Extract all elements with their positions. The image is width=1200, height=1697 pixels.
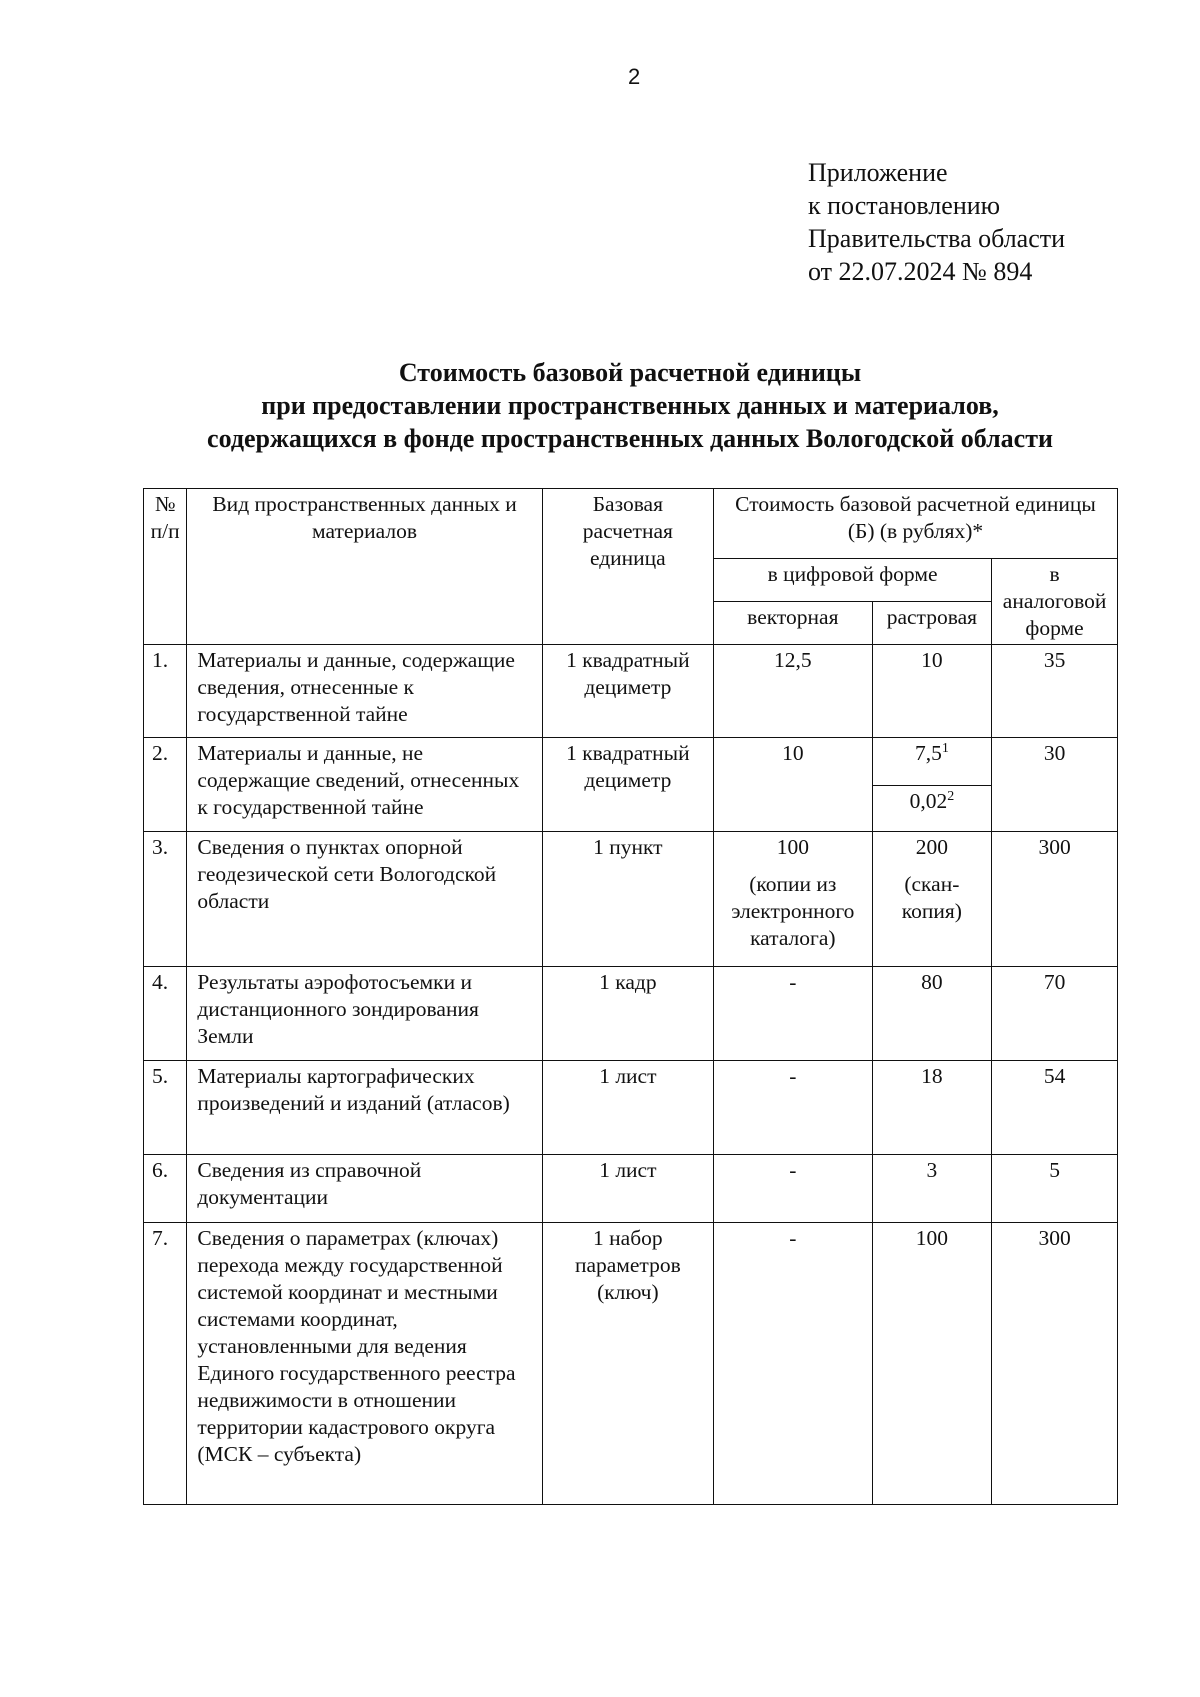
row-raster-secondary [872, 786, 992, 832]
row-num: 5. [144, 1061, 187, 1155]
table-row [144, 645, 1118, 738]
row-vector: 10 [714, 738, 873, 832]
row-analog: 5 [992, 1155, 1118, 1223]
row-raster: 3 [872, 1155, 992, 1223]
row-vector: - [714, 967, 873, 1061]
header-cost: Стоимость базовой расчетной единицы (Б) (в рублях)* [714, 489, 1118, 559]
header-raster: растровая [872, 602, 992, 645]
document-title [140, 356, 1120, 455]
row-unit: 1 лист [542, 1155, 713, 1223]
appendix-line: Правительства области [808, 224, 1066, 253]
title-line: Стоимость базовой расчетной единицы [398, 358, 862, 387]
row-raster-primary [872, 738, 992, 786]
row-vector: - [714, 1061, 873, 1155]
row-kind: Материалы и данные, содержащие сведения, отнесенные к государственной тайне [187, 645, 542, 738]
row-analog: 54 [992, 1061, 1118, 1155]
row-num: 4. [144, 967, 187, 1061]
header-unit: Базовая расчетная единица [542, 489, 713, 645]
row-vector: - [714, 1223, 873, 1505]
row-kind: Сведения из справочной документации [187, 1155, 542, 1223]
table-row [144, 832, 1118, 967]
table-row [144, 1061, 1118, 1155]
table-row [144, 1223, 1118, 1505]
row-raster: 80 [872, 967, 992, 1061]
row-kind: Сведения о пунктах опорной геодезической сети Вологодской области [187, 832, 542, 967]
row-raster: 10 [872, 645, 992, 738]
header-kind: Вид пространственных данных и материалов [187, 489, 542, 645]
row-raster: 18 [872, 1061, 992, 1155]
row-num: 2. [144, 738, 187, 832]
appendix-line: Приложение [808, 158, 948, 187]
tariff-table [143, 488, 1118, 1505]
row-raster: 100 [872, 1223, 992, 1505]
header-num: № п/п [144, 489, 187, 645]
row-raster [872, 832, 992, 967]
row-num: 7. [144, 1223, 187, 1505]
header-analog: в аналоговой форме [992, 559, 1118, 645]
row-unit: 1 квадратный дециметр [542, 738, 713, 832]
vector-note: (копии из электронного каталога) [731, 872, 855, 950]
row-num: 3. [144, 832, 187, 967]
row-analog: 300 [992, 832, 1118, 967]
row-analog: 35 [992, 645, 1118, 738]
row-num: 1. [144, 645, 187, 738]
row-vector: - [714, 1155, 873, 1223]
raster-note: (скан-копия) [901, 872, 962, 923]
row-vector: 12,5 [714, 645, 873, 738]
row-unit: 1 кадр [542, 967, 713, 1061]
vector-value: 100 [776, 835, 809, 859]
table-row [144, 967, 1118, 1061]
row-unit: 1 квадратный дециметр [542, 645, 713, 738]
row-kind: Материалы и данные, не содержащие сведений, отнесенных к государственной тайне [187, 738, 542, 832]
header-vector: векторная [714, 602, 873, 645]
row-kind: Материалы картографических произведений и изданий (атласов) [187, 1061, 542, 1155]
row-kind: Результаты аэрофотосъемки и дистанционного зондирования Земли [187, 967, 542, 1061]
row-kind: Сведения о параметрах (ключах) перехода между государственной системой координат и местными системами координат, установленными для ведения Единого государственного реестра недвижимости в отношении территории кадастрового округа (МСК – субъекта) [187, 1223, 542, 1505]
appendix-line: от 22.07.2024 № 894 [808, 257, 1033, 286]
raster-value: 200 [915, 835, 948, 859]
row-num: 6. [144, 1155, 187, 1223]
title-line: при предоставлении пространственных данных и материалов, [261, 391, 999, 420]
row-analog: 30 [992, 738, 1118, 832]
appendix-block [808, 156, 1065, 288]
footnote-mark: 1 [941, 740, 949, 756]
footnote-mark: 2 [947, 788, 955, 804]
table-row [144, 738, 1118, 786]
raster-value: 7,5 [914, 741, 942, 765]
title-line: содержащихся в фонде пространственных данных Вологодской области [207, 424, 1053, 453]
header-digital: в цифровой форме [714, 559, 992, 602]
row-unit: 1 набор параметров (ключ) [542, 1223, 713, 1505]
row-unit: 1 пункт [542, 832, 713, 967]
row-vector [714, 832, 873, 967]
row-analog: 300 [992, 1223, 1118, 1505]
appendix-line: к постановлению [808, 191, 1001, 220]
row-unit: 1 лист [542, 1061, 713, 1155]
table-row [144, 1155, 1118, 1223]
page-number: 2 [628, 64, 641, 89]
row-analog: 70 [992, 967, 1118, 1061]
raster-value: 0,02 [909, 789, 948, 813]
